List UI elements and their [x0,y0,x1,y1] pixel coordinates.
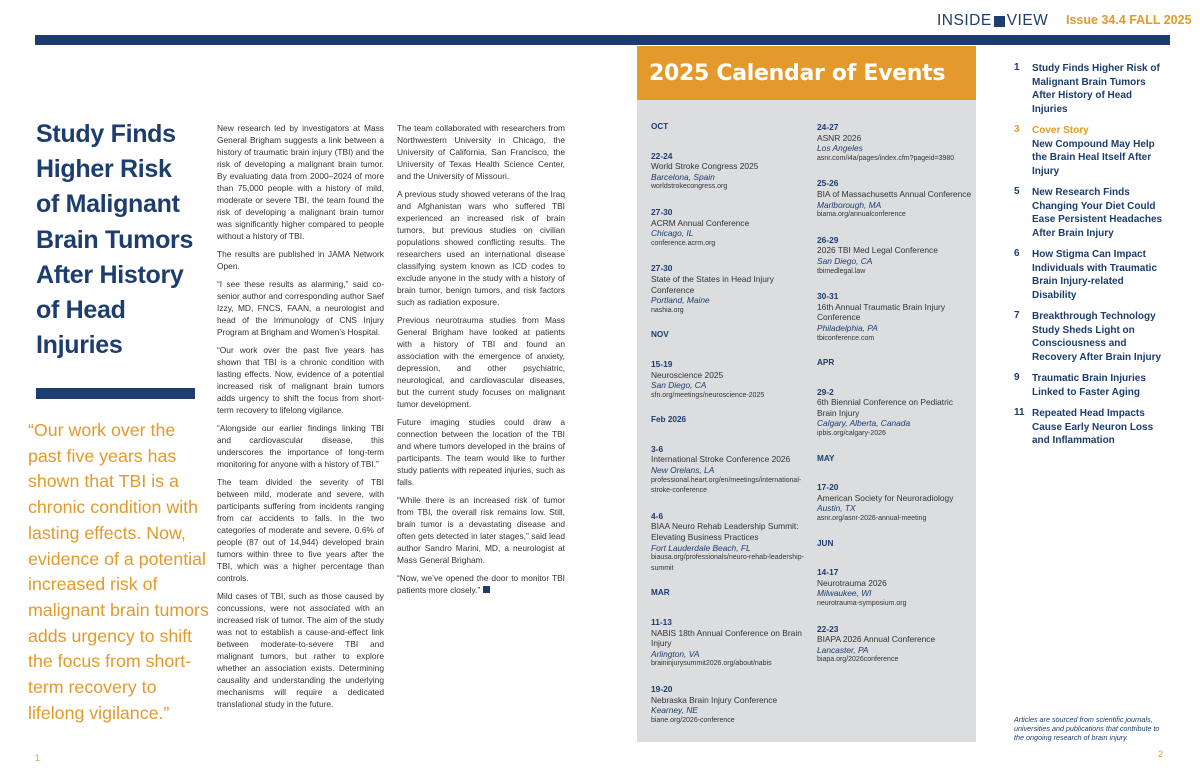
event-url: tbiconference.com [817,334,875,342]
event-name: World Stroke Congress 2025 [651,161,759,172]
event-url: biausa.org/professionals/neuro-rehab-leadership-summit [651,554,804,572]
event-url: tbimedlegal.law [817,267,866,275]
toc-item [1014,248,1164,302]
event-date: 19-20 [651,683,673,694]
event-name: Neuroscience 2025 [651,369,724,380]
event-location: San Diego, CA [817,255,873,266]
brand-left: INSIDE [937,12,992,29]
pull-quote: “Our work over the past five years has shown that TBI is a chronic condition with lasting effects. Now, evidence of a potential increased risk of malignant brain tumors adds urgency to shift the focus from short-term recovery to lifelong vigilance.” [28,420,209,723]
event-name: 2026 TBI Med Legal Conference [817,245,938,256]
article-paragraph: New research led by investigators at Mass General Brigham suggests a link between a history of traumatic brain injury (TBI) and the risk of developing a malignant brain tumor. By evaluating data from 2000–2024 of more than 75,000 people with a history of mild, moderate or severe TBI, the team found the risk of developing a malignant brain tumor was significantly higher compared to people without a history of TBI. [217,123,384,241]
article-paragraph: “Alongside our earlier findings linking TBI and cardiovascular disease, this underscores the importance of long-term monitoring for anyone with a history of TBI.” [217,423,384,469]
event-location: Lancaster, PA [817,644,869,655]
calendar-event [817,482,972,524]
calendar-event [817,387,972,440]
article-column-1 [217,122,384,716]
calendar-month-label: OCT [651,122,669,131]
calendar-month-label: JUN [817,538,834,548]
event-name: ASNR 2026 [817,132,862,143]
event-name: State of the States in Head Injury Conference [651,273,774,295]
event-name: 6th Biennial Conference on Pediatric Brain Injury [817,397,953,418]
event-date: 25-26 [817,178,839,189]
event-url: neurotrauma-symposium.org [817,600,907,607]
headline-divider [36,388,195,399]
event-date: 17-20 [817,482,839,493]
event-location: Portland, Maine [651,295,710,306]
article-column-2 [397,122,565,602]
event-url: conference.acrm.org [651,239,716,247]
calendar-month-label: MAR [651,588,670,598]
article-paragraph: The results are published in JAMA Network Open. [217,249,384,271]
event-date: 24-27 [817,122,839,132]
event-url: biapa.org/2026conference [817,656,899,664]
calendar-header [637,46,976,100]
calendar-event [817,178,972,220]
event-location: Chicago, IL [651,228,694,239]
event-date: 26-29 [817,234,839,245]
event-name: BIA of Massachusetts Annual Conference [817,188,972,199]
toc-item [1014,310,1164,364]
calendar-event [651,617,811,670]
event-name: Nebraska Brain Injury Conference [651,694,778,705]
toc-entry [1032,310,1164,364]
article-paragraph: A previous study showed veterans of the Iraq and Afghanistan wars who suffered TBI experienced an increased risk of brain tumors, but previous studies on civilian populations showed conflicting results. The researchers used an international disease classifying system known as ICD codes to exclude anyone in the study with a history of brain tumor, benign tumors, and risk factors such as radiation exposure. [397,189,565,307]
calendar-event [651,444,811,497]
event-date: 14-17 [817,567,839,578]
calendar-title: 2025 Calendar of Events [649,61,946,86]
event-date: 29-2 [817,386,834,397]
event-name: American Society for Neuroradiology [817,492,954,503]
calendar-event [651,151,811,193]
event-location: New Orelans, LA [651,465,715,476]
event-location: Austin, TX [817,503,856,514]
calendar-event [651,511,811,575]
event-location: San Diego, CA [651,380,707,391]
toc-item [1014,407,1164,448]
event-location: Milwaukee, WI [817,588,872,599]
issue-label: Issue 34.4 FALL 2025 [1066,13,1192,27]
brand-square-icon [994,16,1005,27]
article-paragraph: “Now, we’ve opened the door to monitor TBI patients more closely.” [397,573,565,595]
brand-right: VIEW [1006,12,1049,29]
event-url: ipbis.org/calgary-2026 [817,430,886,438]
event-date: 22-23 [817,623,839,634]
toc-page-number: 5 [1014,186,1020,197]
event-name: International Stroke Conference 2026 [651,454,791,465]
calendar-event [817,291,972,344]
toc-title: Breakthrough Technology Study Sheds Light on Consciousness and Recovery After Brain Injury [1032,311,1162,363]
page-number-right: 2 [1158,749,1164,759]
event-name: BIAA Neuro Rehab Leadership Summit: Elevating Business Practices [651,521,799,543]
toc-item [1014,62,1164,116]
article-paragraph: Mild cases of TBI, such as those caused by concussions, were not associated with an increased risk of tumor. The aim of the study was not to establish a cause-and-effect link between moderate-to-severe TBI and malignant tumors, but rather to explore whether an association exists. Determining causality and understanding the underlying mechanisms will require a dedicated translational study in the future. [217,591,384,709]
event-location: Barcelona, Spain [651,171,715,182]
toc-entry [1032,186,1164,240]
event-url: sfn.org/meetings/neuroscience-2025 [651,391,765,399]
calendar-column-1 [651,122,811,740]
event-date: 3-6 [651,443,664,454]
event-name: NABIS 18th Annual Conference on Brain Injury [651,627,802,649]
page-number-left: 1 [35,753,41,763]
article-paragraph: Previous neurotrauma studies from Mass General Brigham have looked at patients with a history of TBI and found an association with the emergence of anxiety, depression, and other psychiatric, neurological, and cardiovascular diseases, but the current study focuses on malignant tumor development. [397,315,565,409]
event-date: 15-19 [651,358,673,369]
event-date: 4-6 [651,510,664,521]
event-name: BIAPA 2026 Annual Conference [817,634,936,645]
toc-title: Traumatic Brain Injuries Linked to Faster Aging [1032,373,1146,398]
event-name: ACRM Annual Conference [651,217,750,228]
calendar-event [651,207,811,249]
event-location: Calgary, Alberta, Canada [817,418,911,429]
masthead-brand [937,12,1048,30]
sources-note: Articles are sourced from scientific journals, universities and publications that contribute to the ongoing research of brain injury. [1014,715,1160,742]
event-location: Arlington, VA [651,648,700,659]
calendar-event [817,122,972,164]
toc-entry [1032,407,1164,448]
toc-page-number: 6 [1014,248,1020,259]
event-location: Fort Lauderdale Beach, FL [651,542,751,553]
calendar-month-label: NOV [651,330,669,340]
event-location: Kearney, NE [651,705,698,716]
calendar-month-label: MAY [817,453,835,463]
toc-item [1014,372,1164,399]
article-paragraph: The team collaborated with researchers from Northwestern University in Chicago, the University of California, San Francisco, the University of Texas Health Science Center, and the University of Missouri. [397,123,565,181]
calendar-column-2 [817,122,972,680]
event-url: asnr.com/i4a/pages/index.cfm?pageid=3980 [817,154,955,162]
article-paragraph: The team divided the severity of TBI between mild, moderate and severe, with participants suffering from incidents ranging from car accidents to falls. In the two categories of moderate and severe, 0.6% of people (87 out of 14,944) developed brain tumors within three to five years after the TBI, which was a higher percentage than controls. [217,477,384,583]
event-location: Marlborough, MA [817,199,882,210]
toc-page-number: 1 [1014,62,1020,73]
event-date: 30-31 [817,291,839,302]
event-url: asnr.org/asnr-2026-annual-meeting [817,515,927,523]
toc-entry [1032,124,1164,178]
toc-title: How Stigma Can Impact Individuals with Traumatic Brain Injury-related Disability [1032,249,1158,301]
toc-page-number: 9 [1014,372,1020,383]
toc-entry [1032,372,1164,399]
event-url: biane.org/2026-conference [651,716,735,724]
event-date: 22-24 [651,150,673,161]
event-url: professional.heart.org/en/meetings/international-stroke-conference [651,476,802,495]
event-location: Los Angeles [817,143,863,154]
event-url: worldstrokecongress.org [651,183,728,191]
calendar-event [651,263,811,316]
event-location: Philadelphia, PA [817,322,878,333]
toc-item [1014,186,1164,240]
article-paragraph: “While there is an increased risk of tumor from TBI, the overall risk remains low. Still, brain tumor is a devastating disease and often gets detected in later stages,” said lead author Sandro Marini, MD, a neurologist at Mass General Brigham. [397,495,565,565]
article-paragraph: “I see these results as alarming,” said co-senior author and corresponding author Saef Izzy, MD, FNCS, FAAN, a neurologist and head of the Immunology of CNS Injury Program at Brigham and Women’s Hospital. [217,279,384,337]
toc-title: Repeated Head Impacts Cause Early Neuron Loss and Inflammation [1032,408,1154,446]
event-name: Neurotrauma 2026 [817,577,887,588]
toc-entry [1032,62,1164,116]
calendar-event [817,624,972,666]
event-date: 11-13 [651,617,672,627]
toc-kicker: Cover Story [1032,125,1089,136]
event-url: biama.org/annualconference [817,211,906,219]
calendar-month-label: Feb 2026 [651,415,687,425]
toc-title: Study Finds Higher Risk of Malignant Brain Tumors After History of Head Injuries [1032,63,1160,115]
toc-entry [1032,248,1164,302]
article-paragraph: Future imaging studies could draw a connection between the location of the TBI and where tumors developed in the brains of participants. The team would like to further study patients with repeated injuries, such as falls. [397,417,565,487]
calendar-event [651,359,811,401]
calendar-event [651,684,811,726]
event-date: 27-30 [651,206,673,217]
toc-page-number: 7 [1014,310,1020,321]
event-url: nashia.org [651,306,684,314]
event-url: braininjurysummit2026.org/about/nabis [651,660,772,668]
table-of-contents [1014,62,1164,456]
calendar-event [817,567,972,609]
article-headline: Study Finds Higher Risk of Malignant Brain Tumors After History of Head Injuries [36,120,194,360]
top-rule [35,35,1170,45]
toc-title: New Compound May Help the Brain Heal Itself After Injury [1032,138,1155,177]
calendar-event [817,235,972,277]
toc-page-number: 3 [1014,124,1020,135]
end-of-article-square-icon [483,586,490,593]
toc-title: New Research Finds Changing Your Diet Could Ease Persistent Headaches After Brain Injury [1032,187,1163,239]
event-name: 16th Annual Traumatic Brain Injury Conference [817,301,946,323]
calendar-month-label: APR [817,358,835,368]
toc-item [1014,124,1164,178]
article-paragraph: “Our work over the past five years has shown that TBI is a chronic condition with lasting effects. Now, evidence of a potential increased risk of malignant brain tumors adds urgency to shift the focus from short-term recovery to lifelong vigilance. [217,345,384,415]
event-date: 27-30 [651,263,673,274]
toc-page-number: 11 [1014,407,1025,418]
